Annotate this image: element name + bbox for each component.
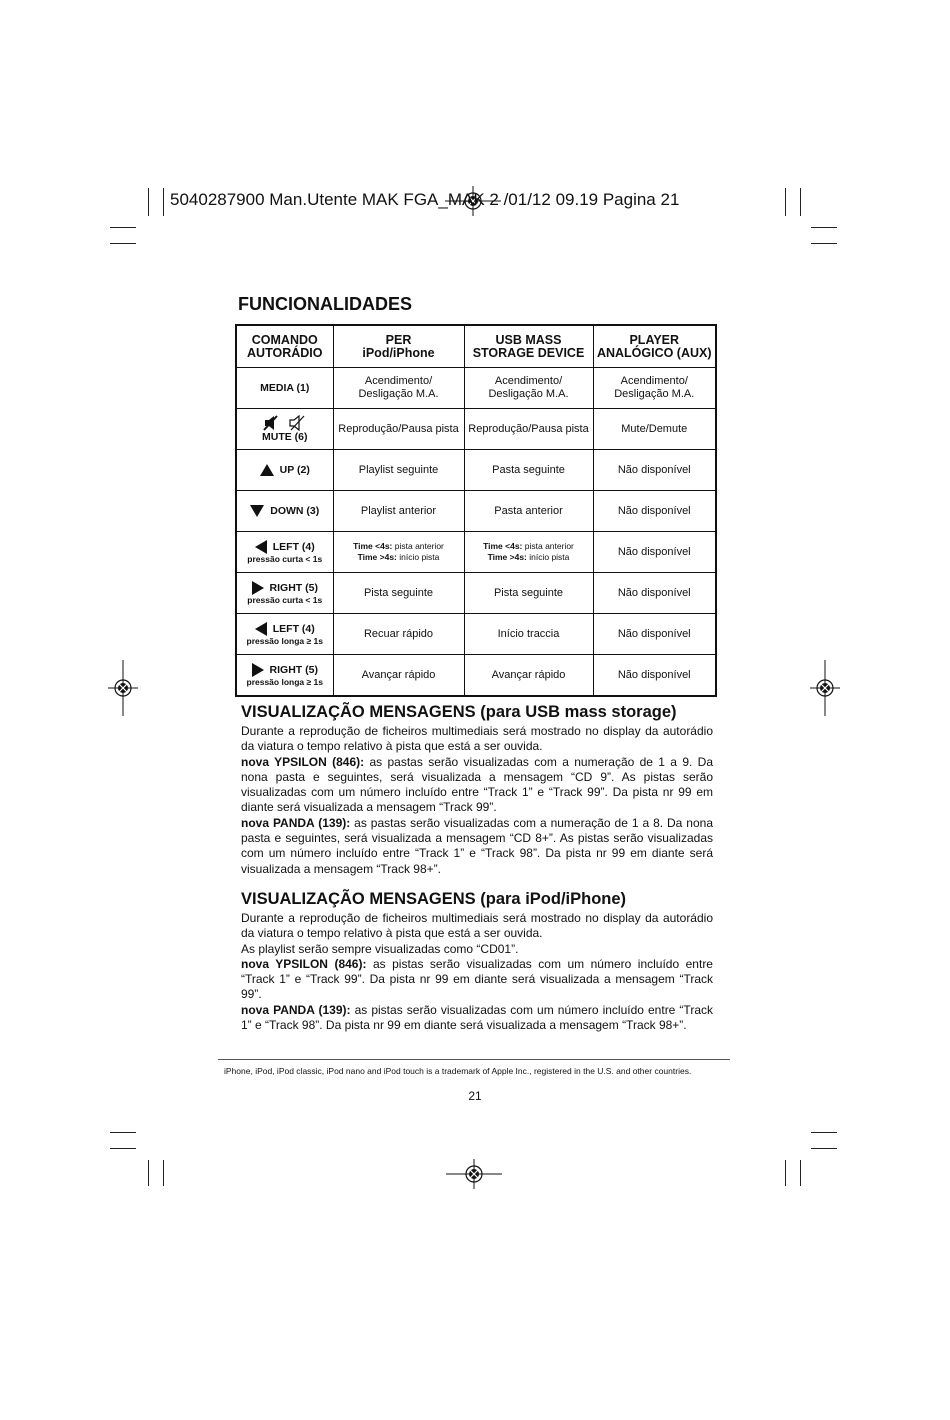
triangle-left-icon xyxy=(255,540,267,554)
ipod-ypsilon-paragraph: nova YPSILON (846): as pistas serão visualizadas com um número incluído entre “Track 1” e “Track 99”. Da pista nr 99 em diante será visualizada a mensagem “Track 99”. xyxy=(241,956,713,1002)
command-cell: MEDIA (1) xyxy=(236,368,333,409)
table-cell: Time <4s: pista anterior Time >4s: início pista xyxy=(333,532,464,573)
usb-panda-paragraph: nova PANDA (139): as pastas serão visualizadas com a numeração de 1 a 8. Da nona pasta e seguintes, será visualizada a mensagem “CD 8+”. As pistas serão visualizadas com um número incluído entre “Track 1” e “Track 98”. Da pista nr 99 em diante será visualizada a mensagem “Track 98+”. xyxy=(241,815,713,876)
table-cell: Pista seguinte xyxy=(333,573,464,614)
table-cell: Não disponível xyxy=(593,573,716,614)
table-row xyxy=(236,614,716,655)
table-cell: Playlist anterior xyxy=(333,491,464,532)
command-label: RIGHT (5) xyxy=(269,581,318,594)
press-duration: pressão curta < 1s xyxy=(247,553,323,564)
table-cell: Acendimento/ Desligação M.A. xyxy=(593,368,716,409)
ipod-panda-paragraph: nova PANDA (139): as pistas serão visualizadas com um número incluído entre “Track 1” e “Track 98”. Da pista nr 99 em diante será visualizada a mensagem “Track 98+”. xyxy=(241,1002,713,1033)
crop-mark xyxy=(110,1132,136,1133)
table-cell: Pasta seguinte xyxy=(464,450,593,491)
crop-mark xyxy=(785,1160,786,1186)
triangle-up-icon xyxy=(260,464,274,476)
ipod-section-title: VISUALIZAÇÃO MENSAGENS (para iPod/iPhone) xyxy=(241,890,627,908)
trademark-footnote: iPhone, iPod, iPod classic, iPod nano and iPod touch is a trademark of Apple Inc., registered in the U.S. and other countries. xyxy=(224,1066,692,1076)
table-cell: Pasta anterior xyxy=(464,491,593,532)
table-cell: Time <4s: pista anterior Time >4s: início pista xyxy=(464,532,593,573)
registration-mark-icon xyxy=(810,660,840,716)
command-cell xyxy=(236,532,333,573)
table-cell: Reprodução/Pausa pista xyxy=(333,409,464,450)
table-cell: Não disponível xyxy=(593,491,716,532)
crop-mark xyxy=(148,1160,149,1186)
table-cell: Recuar rápido xyxy=(333,614,464,655)
triangle-right-icon xyxy=(252,663,264,677)
table-cell: Não disponível xyxy=(593,532,716,573)
ipod-intro: Durante a reprodução de ficheiros multimediais será mostrado no display da autorádio da viatura o tempo relativo à pista que está a ser ouvida. xyxy=(241,911,713,941)
triangle-left-icon xyxy=(255,622,267,636)
table-cell: Acendimento/ Desligação M.A. xyxy=(464,368,593,409)
crop-mark xyxy=(811,243,837,244)
mute-outline-icon xyxy=(288,415,306,431)
table-cell: Mute/Demute xyxy=(593,409,716,450)
press-duration: pressão longa ≥ 1s xyxy=(246,676,323,687)
crop-mark xyxy=(811,1148,837,1149)
table-cell: Pista seguinte xyxy=(464,573,593,614)
usb-intro: Durante a reprodução de ficheiros multimediais será mostrado no display da autorádio da viatura o tempo relativo à pista que está a ser ouvida. xyxy=(241,724,713,754)
crop-mark xyxy=(110,243,136,244)
usb-messages-section xyxy=(241,702,713,877)
footnote-divider xyxy=(218,1059,730,1060)
command-label: UP (2) xyxy=(279,463,310,476)
table-header-row xyxy=(236,325,716,368)
command-cell xyxy=(236,614,333,655)
ipod-messages-section xyxy=(241,889,713,1033)
section-title: FUNCIONALIDADES xyxy=(238,294,412,314)
command-label: RIGHT (5) xyxy=(269,663,318,676)
crop-mark xyxy=(800,1160,801,1186)
table-row xyxy=(236,532,716,573)
column-header: PLAYER ANALÓGICO (AUX) xyxy=(593,325,716,368)
table-cell: Playlist seguinte xyxy=(333,450,464,491)
crop-mark xyxy=(811,227,837,228)
command-label: MUTE (6) xyxy=(262,430,308,443)
crop-mark xyxy=(148,188,149,216)
table-row xyxy=(236,491,716,532)
table-row xyxy=(236,655,716,697)
functions-table xyxy=(235,324,717,697)
registration-mark-icon xyxy=(108,660,138,716)
press-duration: pressão longa ≥ 1s xyxy=(246,635,323,646)
table-cell: Avançar rápido xyxy=(333,655,464,697)
mute-speaker-icon xyxy=(263,415,281,431)
command-cell xyxy=(236,655,333,697)
registration-mark-icon xyxy=(446,1159,502,1189)
table-cell: Não disponível xyxy=(593,655,716,697)
print-job-header: 5040287900 Man.Utente MAK FGA_MAK 2 /01/12 09.19 Pagina 21 xyxy=(170,190,680,209)
table-cell: Não disponível xyxy=(593,450,716,491)
table-row xyxy=(236,573,716,614)
crop-mark xyxy=(110,1148,136,1149)
table-cell: Não disponível xyxy=(593,614,716,655)
crop-mark xyxy=(785,188,786,216)
table-cell: Início traccia xyxy=(464,614,593,655)
command-cell xyxy=(236,491,333,532)
ipod-playlist: As playlist serão sempre visualizadas como “CD01”. xyxy=(241,941,519,956)
command-label: DOWN (3) xyxy=(270,504,320,517)
usb-section-title: VISUALIZAÇÃO MENSAGENS (para USB mass storage) xyxy=(241,703,677,721)
command-cell xyxy=(236,573,333,614)
table-row xyxy=(236,409,716,450)
crop-mark xyxy=(811,1132,837,1133)
table-cell: Acendimento/ Desligação M.A. xyxy=(333,368,464,409)
column-header: COMANDO AUTORÁDIO xyxy=(236,325,333,368)
crop-mark xyxy=(110,227,136,228)
triangle-down-icon xyxy=(250,505,264,517)
triangle-right-icon xyxy=(252,581,264,595)
page-number: 21 xyxy=(468,1089,482,1103)
table-cell: Avançar rápido xyxy=(464,655,593,697)
command-cell xyxy=(236,409,333,450)
table-row xyxy=(236,368,716,409)
crop-mark xyxy=(800,188,801,216)
column-header: PER iPod/iPhone xyxy=(333,325,464,368)
crop-mark xyxy=(163,1160,164,1186)
table-cell: Reprodução/Pausa pista xyxy=(464,409,593,450)
usb-ypsilon-paragraph: nova YPSILON (846): as pastas serão visualizadas com a numeração de 1 a 9. Da nona pasta e seguintes, será visualizada a mensagem “CD 9”. As pistas serão visualizadas com um número incluído entre “Track 1” e “Track 99”. Da pista nr 99 em diante será visualizada a mensagem “Track 99”. xyxy=(241,754,713,815)
table-row xyxy=(236,450,716,491)
command-label: LEFT (4) xyxy=(272,540,315,553)
command-cell xyxy=(236,450,333,491)
crop-mark xyxy=(163,188,164,216)
column-header: USB MASS STORAGE DEVICE xyxy=(464,325,593,368)
command-label: LEFT (4) xyxy=(272,622,315,635)
press-duration: pressão curta < 1s xyxy=(247,594,323,605)
